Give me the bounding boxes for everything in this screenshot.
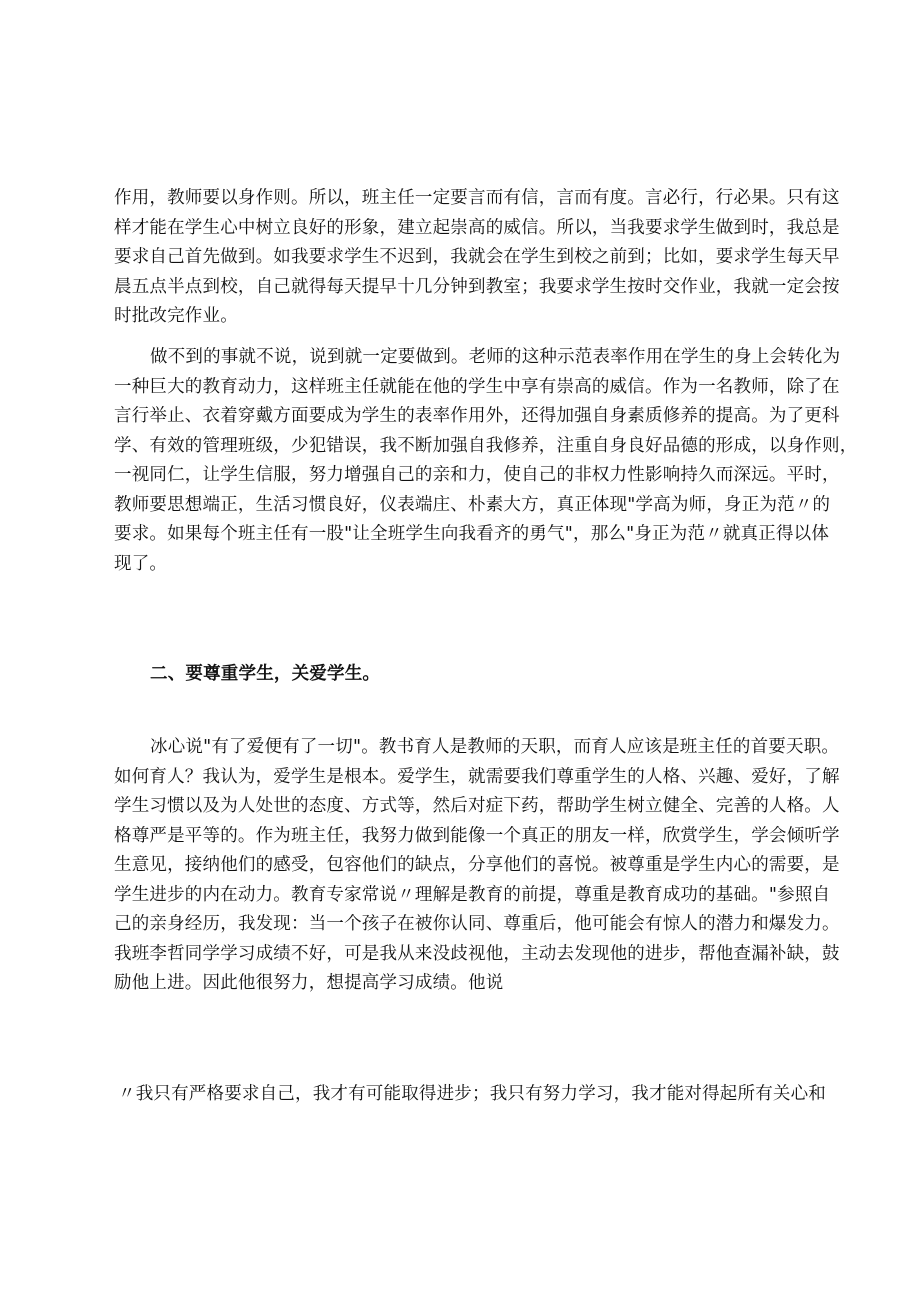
paragraph-4 [118, 1080, 826, 1110]
text-line: 学生进步的内在动力。教育专家常说〃理解是教育的前提，尊重是教育成功的基础。"参照自 [114, 884, 831, 905]
paragraph-2 [114, 343, 858, 579]
text-line: 作用，教师要以身作则。所以，班主任一定要言而有信，言而有度。言必行，行必果。只有这 [114, 188, 840, 208]
text-line: 做不到的事就不说，说到就一定要做到。老师的这种示范表率作用在学生的身上会转化为 [150, 347, 841, 367]
paragraph-1 [114, 184, 840, 332]
text-line: 要求自己首先做到。如我要求学生不迟到，我就会在学生到校之前到；比如，要求学生每天早 [114, 247, 840, 267]
text-line: 己的亲身经历，我发现：当一个孩子在被你认同、尊重后，他可能会有惊人的潜力和爆发力。 [114, 914, 840, 934]
text-line: 言行举止、衣着穿戴方面要成为学生的表率作用外，还得加强自身素质修养的提高。为了更科 [114, 406, 840, 426]
text-line: 教师要思想端正，生活习惯良好，仪表端庄、朴素大方，真正体现"学高为师，身正为范〃的 [114, 494, 831, 515]
text-line: 晨五点半点到校，自己就得每天提早十几分钟到教室；我要求学生按时交作业，我就一定会按 [114, 276, 840, 297]
text-line: 样才能在学生心中树立良好的形象，建立起崇高的威信。所以，当我要求学生做到时，我总是 [114, 217, 840, 238]
text-line: 〃我只有严格要求自己，我才有可能取得进步；我只有努力学习，我才能对得起所有关心和 [118, 1084, 826, 1104]
text-line: 要求。如果每个班主任有一股"让全班学生向我看齐的勇气"，那么"身正为范〃就真正得以体 [114, 524, 830, 544]
text-line: 学、有效的管理班级，少犯错误，我不断加强自我修养，注重自身良好品德的形成，以身作则， [114, 435, 858, 456]
text-line: 格尊严是平等的。作为班主任，我努力做到能像一个真正的朋友一样，欣赏学生，学会倾听学 [114, 825, 840, 846]
text-line: 如何育人？我认为，爱学生是根本。爱学生，就需要我们尊重学生的人格、兴趣、爱好，了解 [114, 766, 840, 787]
text-line: 冰心说"有了爱便有了一切"。教书育人是教师的天职，而育人应该是班主任的首要天职。 [150, 737, 840, 757]
text-line: 学生习惯以及为人处世的态度、方式等，然后对症下药，帮助学生树立健全、完善的人格。人 [114, 796, 840, 816]
heading-text: 二、要尊重学生，关爱学生。 [150, 664, 381, 684]
text-line: 励他上进。因此他很努力，想提高学习成绩。他说 [114, 973, 504, 993]
text-line: 时批改完作业。 [114, 306, 238, 326]
text-line: 生意见，接纳他们的感受，包容他们的缺点，分享他们的喜悦。被尊重是学生内心的需要，是 [114, 855, 840, 875]
text-line: 现了。 [114, 553, 168, 574]
section-heading [150, 660, 850, 690]
text-line: 我班李哲同学学习成绩不好，可是我从来没歧视他，主动去发现他的进步，帮他查漏补缺，鼓 [114, 943, 840, 964]
text-line: 一种巨大的教育动力，这样班主任就能在他的学生中享有崇高的威信。作为一名教师，除了在 [114, 376, 840, 397]
text-line: 一视同仁，让学生信服，努力增强自己的亲和力，使自己的非权力性影响持久而深远。平时， [114, 465, 840, 485]
paragraph-3 [114, 733, 840, 999]
